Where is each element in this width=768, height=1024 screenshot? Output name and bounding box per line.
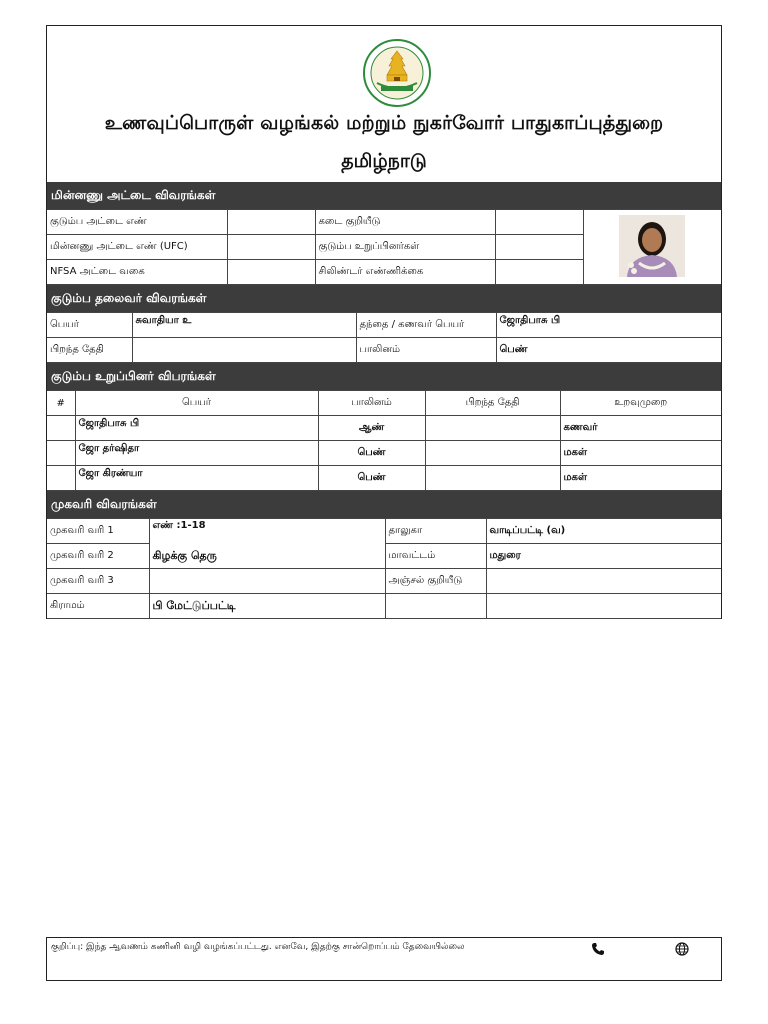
district-value: மதுரை — [486, 544, 721, 569]
member-number — [47, 441, 75, 466]
address-line3-label: முகவரி வரி 3 — [47, 569, 149, 594]
father-label: தந்தை / கணவர் பெயர் — [356, 313, 496, 338]
members-section-heading: குடும்ப உறுப்பினர் விபரங்கள் — [47, 363, 721, 390]
dob-label: பிறந்த தேதி — [47, 338, 132, 363]
ration-card-document — [46, 25, 722, 619]
photo-cell — [583, 210, 721, 285]
member-dob — [425, 416, 560, 441]
column-header: பெயர் — [75, 391, 318, 416]
gender-label: பாலினம் — [356, 338, 496, 363]
empty-cell — [385, 594, 486, 619]
table-row — [47, 569, 721, 594]
column-header: உறவுமுறை — [560, 391, 721, 416]
field-value — [495, 260, 583, 285]
address-section-heading: முகவரி விவரங்கள் — [47, 491, 721, 518]
field-value — [495, 235, 583, 260]
address-line2-label: முகவரி வரி 2 — [47, 544, 149, 569]
empty-cell — [486, 594, 721, 619]
address-line1-value — [149, 519, 385, 569]
field-label: NFSA அட்டை வகை — [47, 260, 227, 285]
district-label: மாவட்டம் — [385, 544, 486, 569]
members-table — [47, 390, 721, 491]
phone-icon[interactable] — [591, 942, 605, 956]
globe-icon[interactable] — [675, 942, 689, 956]
department-title: உணவுப்பொருள் வழங்கல் மற்றும் நுகர்வோர் பாதுகாப்புத்துறை — [104, 112, 664, 134]
member-relation: மகள் — [560, 466, 721, 491]
table-row — [47, 441, 721, 466]
address-line1-text: எண் :1-18 — [152, 520, 206, 531]
table-row — [47, 313, 721, 338]
member-gender: பெண் — [318, 466, 425, 491]
tamilnadu-emblem-icon — [363, 39, 431, 107]
member-dob — [425, 466, 560, 491]
card-section-heading: மின்னணு அட்டை விவரங்கள் — [47, 182, 721, 209]
taluk-value: வாடிப்பட்டி (வ) — [486, 519, 721, 544]
member-name: ஜோ தர்ஷிதா — [75, 441, 318, 466]
head-section-heading: குடும்ப தலைவர் விவரங்கள் — [47, 285, 721, 312]
taluk-label: தாலுகா — [385, 519, 486, 544]
field-label: மின்னணு அட்டை எண் (UFC) — [47, 235, 227, 260]
member-dob — [425, 441, 560, 466]
field-value — [227, 235, 315, 260]
address-line3-value — [149, 569, 385, 594]
column-header: பிறந்த தேதி — [425, 391, 560, 416]
member-name: ஜோ கிரண்யா — [75, 466, 318, 491]
village-value: பி மேட்டுப்பட்டி — [149, 594, 385, 619]
field-label: சிலிண்டர் எண்ணிக்கை — [315, 260, 495, 285]
gender-value: பெண் — [496, 338, 721, 363]
address-line1-label: முகவரி வரி 1 — [47, 519, 149, 544]
name-value: சுவாதியா உ — [132, 313, 356, 338]
table-row — [47, 416, 721, 441]
member-relation: மகள் — [560, 441, 721, 466]
dob-value — [132, 338, 356, 363]
name-label: பெயர் — [47, 313, 132, 338]
document-header — [47, 26, 721, 182]
field-label: குடும்ப உறுப்பினர்கள் — [315, 235, 495, 260]
table-row — [47, 519, 721, 544]
village-label: கிராமம் — [47, 594, 149, 619]
father-value: ஜோதிபாசு பி — [496, 313, 721, 338]
field-label: கடை குறியீடு — [315, 210, 495, 235]
table-row — [47, 210, 721, 235]
column-header: பாலினம் — [318, 391, 425, 416]
pincode-label: அஞ்சல் குறியீடு — [385, 569, 486, 594]
member-number — [47, 466, 75, 491]
field-value — [495, 210, 583, 235]
address-line2-text: கிழக்கு தெரு — [152, 549, 217, 562]
table-row — [47, 466, 721, 491]
table-row — [47, 594, 721, 619]
table-header-row — [47, 391, 721, 416]
member-photo — [619, 215, 685, 277]
field-value — [227, 260, 315, 285]
footer-note: குறிப்பு: இந்த ஆவணம் கணினி வழி வழங்கப்பட்டது. எனவே, இதற்கு சான்றொப்பம் தேவையில்லை — [51, 942, 465, 952]
state-name: தமிழ்நாடு — [341, 150, 427, 172]
field-label: குடும்ப அட்டை எண் — [47, 210, 227, 235]
card-details-table — [47, 209, 721, 285]
address-table — [47, 518, 721, 619]
column-header: # — [47, 391, 75, 416]
member-number — [47, 416, 75, 441]
member-name: ஜோதிபாசு பி — [75, 416, 318, 441]
family-head-table — [47, 312, 721, 363]
document-footer — [46, 937, 722, 981]
member-gender: ஆண் — [318, 416, 425, 441]
member-relation: கணவர் — [560, 416, 721, 441]
table-row — [47, 338, 721, 363]
member-gender: பெண் — [318, 441, 425, 466]
pincode-value — [486, 569, 721, 594]
field-value — [227, 210, 315, 235]
